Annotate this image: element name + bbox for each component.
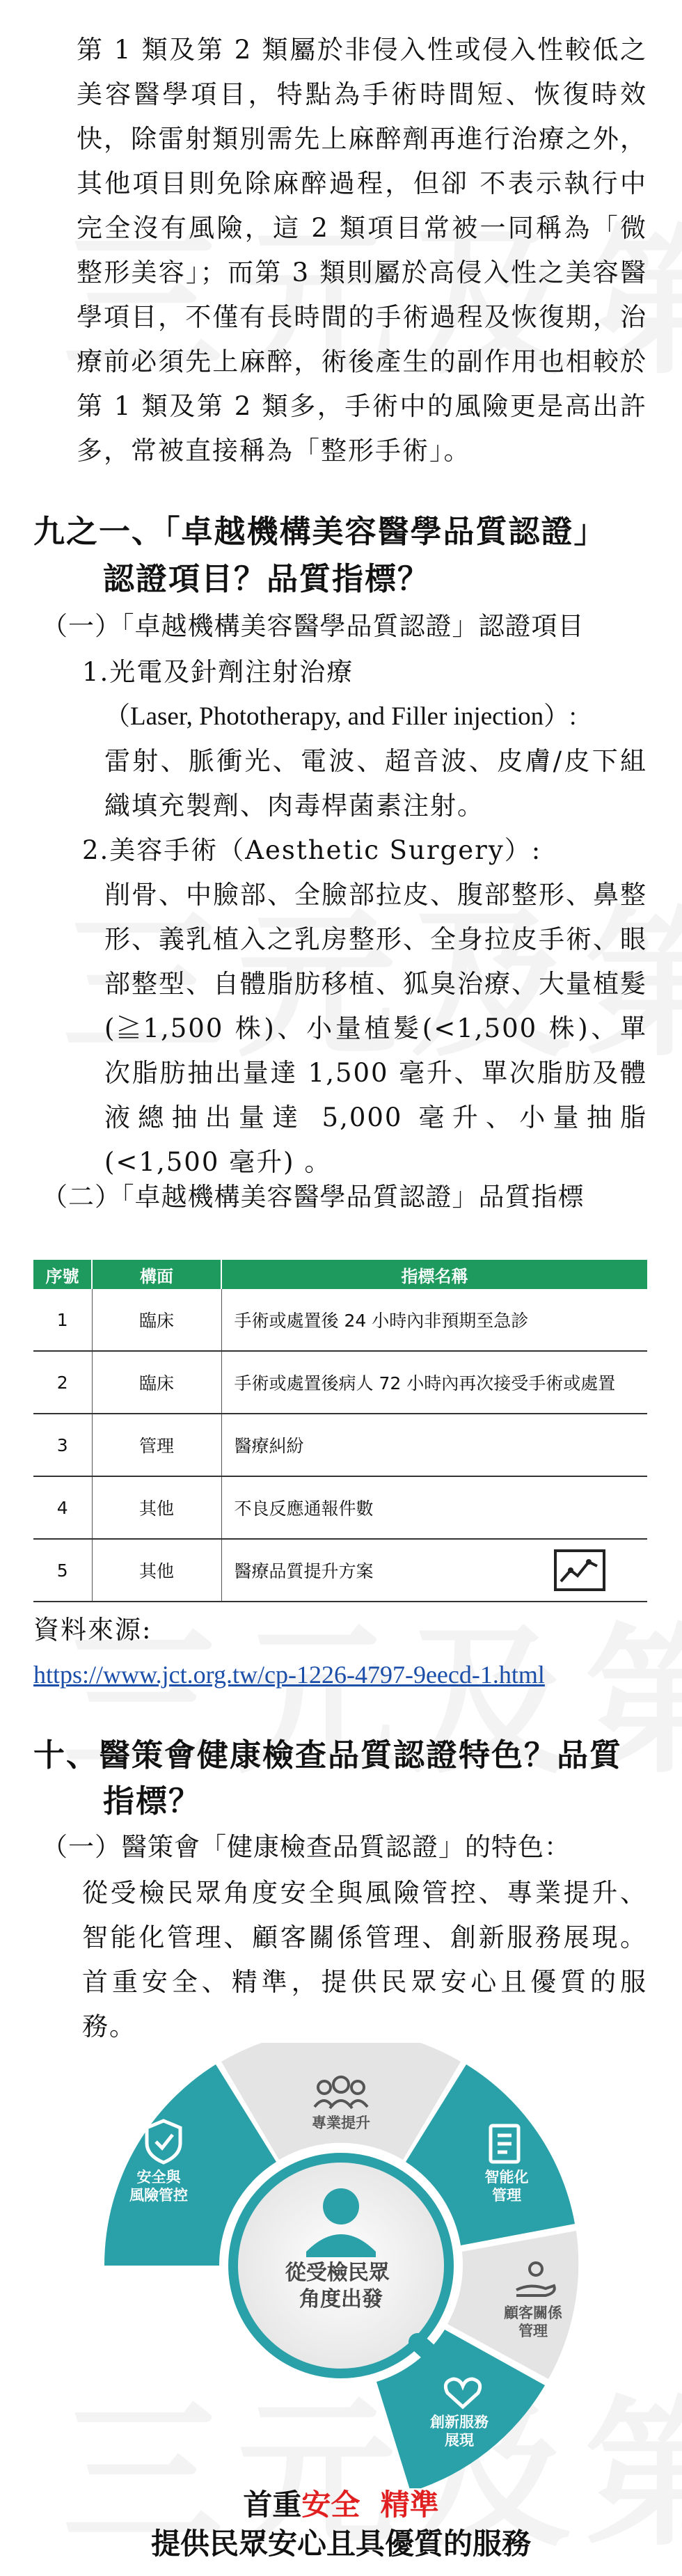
item1-english: （Laser, Phototherapy, and Filler injection）: [104,702,577,731]
chart-growth-icon [554,1549,605,1591]
table-row [33,1476,647,1539]
segment-label-safety: 安全與風險管控 [129,2169,188,2204]
center-label-line2: 角度出發 [299,2287,383,2312]
table-header: 序號 [33,1260,92,1289]
table-cell: 手術或處置後病人 72 小時內再次接受手術或處置 [221,1351,647,1414]
table-cell: 3 [33,1414,92,1476]
section10-subheading: （一）醫策會「健康檢查品質認證」的特色： [42,1832,571,1862]
table-cell-text: 醫療品質提升方案 [234,1561,374,1581]
source-link[interactable] [33,1652,545,1697]
item2-title: 2.美容手術（Aesthetic Surgery）: [82,835,542,865]
table-cell: 5 [33,1539,92,1602]
table-cell [221,1539,647,1602]
table-cell: 不良反應通報件數 [221,1476,647,1539]
section9-heading: 九之一、「卓越機構美容醫學品質認證」 [33,513,607,550]
center-label-line1: 從受檢民眾 [285,2261,390,2285]
table-cell: 臨床 [92,1351,221,1414]
table-cell: 其他 [92,1539,221,1602]
table-row [33,1289,647,1351]
source-label: 資料來源: [33,1615,152,1645]
table-cell: 1 [33,1289,92,1351]
table-cell: 4 [33,1476,92,1539]
slogan-safety: 安全 [301,2488,360,2522]
table-header: 指標名稱 [221,1260,647,1289]
table-row [33,1351,647,1414]
section9-heading-cont: 認證項目？品質指標？ [103,560,431,597]
section9-subheading-1: （一）「卓越機構美容醫學品質認證」認證項目 [42,611,585,641]
segment-label-innovation: 創新服務展現 [430,2414,489,2449]
table-cell: 2 [33,1351,92,1414]
item1-body: 雷射、脈衝光、電波、超音波、皮膚/皮下組織填充製劑、肉毒桿菌素注射。 [104,746,647,821]
slogan-line1 [0,2482,682,2524]
table-cell: 醫療糾紛 [221,1414,647,1476]
table-header: 構面 [92,1260,221,1289]
segment-label-customer: 顧客關係管理 [504,2305,562,2339]
quality-indicator-table [33,1260,647,1602]
slogan-precision: 精準 [380,2488,439,2522]
segment-label-smart: 智能化管理 [484,2169,529,2204]
table-row [33,1414,647,1476]
table-row [33,1539,647,1602]
item1-title: 1.光電及針劑注射治療 [82,657,354,687]
table-header-row [33,1260,647,1289]
slogan-prefix: 首重 [243,2488,302,2522]
table-cell: 其他 [92,1476,221,1539]
section10-heading-cont: 指標？ [103,1783,202,1819]
segment-label-professional: 專業提升 [312,2115,370,2131]
section9-subheading-2: （二）「卓越機構美容醫學品質認證」品質指標 [42,1182,585,1212]
feature-diagram [0,2043,682,2488]
table-cell: 管理 [92,1414,221,1476]
table-cell: 手術或處置後 24 小時內非預期至急診 [221,1289,647,1351]
section10-body: 從受檢民眾角度安全與風險管控、專業提升、智能化管理、顧客關係管理、創新服務展現。首重安全、精準，提供民眾安心且優質的服務。 [82,1878,647,2041]
table-cell: 臨床 [92,1289,221,1351]
intro-paragraph: 第 1 類及第 2 類屬於非侵入性或侵入性較低之美容醫學項目，特點為手術時間短、恢復時效快，除雷射類別需先上麻醉劑再進行治療之外，其他項目則免除麻醉過程，但卻 不表示執行中完全沒有風險，這 2 類項目常被一同稱為「微整形美容」；而第 3 類則屬於高侵入性之美容醫學項目，不僅有長時間的手術過程及恢復期，治療前必須先上麻醉，術後產生的副作用也相較於第 1 類及第 2 類多，手術中的風險更是高出許多，常被直接稱為「整形手術」。 [77,35,647,466]
section10-heading: 十、醫策會健康檢查品質認證特色？品質 [33,1737,623,1773]
source-url[interactable]: https://www.jct.org.tw/cp-1226-4797-9eecd-1.html [33,1661,545,1689]
item2-body: 削骨、中臉部、全臉部拉皮、腹部整形、鼻整形、義乳植入之乳房整形、全身拉皮手術、眼部整型、自體脂肪移植、狐臭治療、大量植髮(≧1,500 株)、小量植髮(<1,500 株)、單次脂肪抽出量達 1,500 毫升、單次脂肪及體液總抽出量達 5,000 毫升、小量抽脂(<1,500 毫升) 。 [104,880,647,1177]
slogan-line2: 提供民眾安心且具優質的服務 [150,2527,531,2561]
